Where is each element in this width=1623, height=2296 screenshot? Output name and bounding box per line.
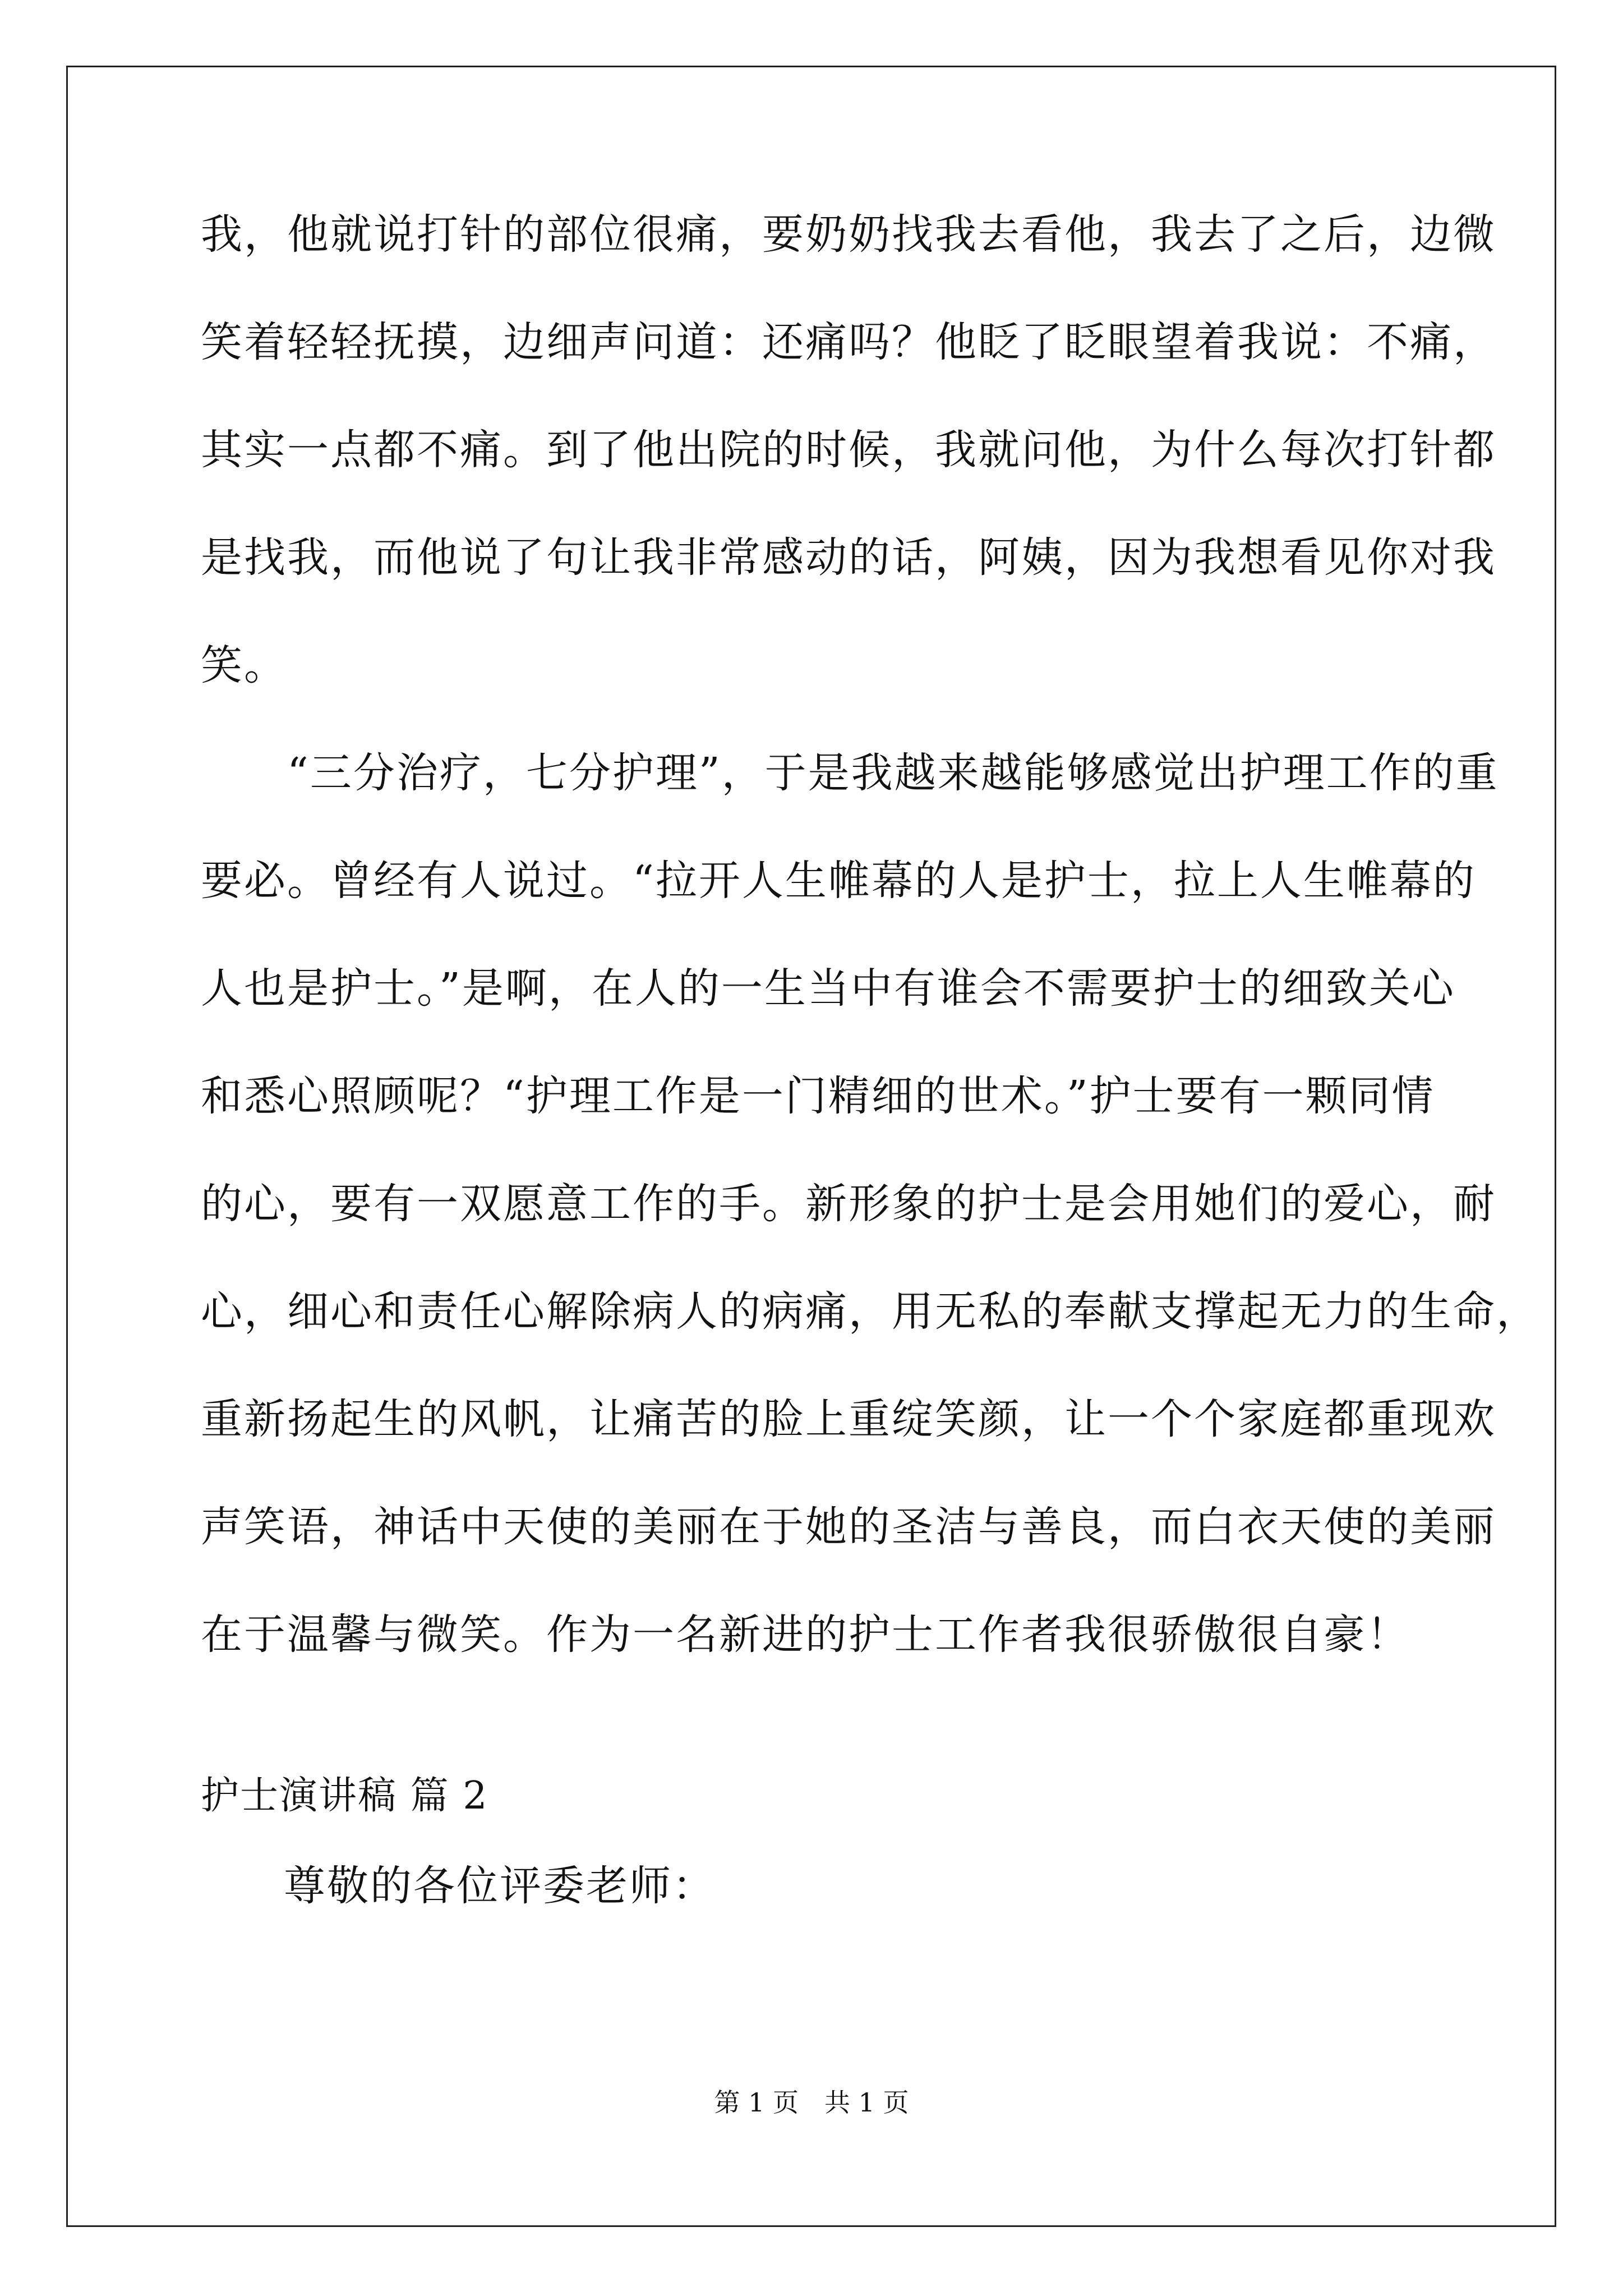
text-line-10: 的心，要有一双愿意工作的手。新形象的护士是会用她们的爱心，耐	[201, 1180, 1496, 1228]
text-line-14: 在于温馨与微笑。作为一名新进的护士工作者我很骄傲很自豪！	[201, 1611, 1410, 1659]
text-line-12: 重新扬起生的风帆，让痛苦的脸上重绽笑颜，让一个个家庭都重现欢	[201, 1395, 1496, 1443]
text-line-8: 人也是护士。”是啊，在人的一生当中有谁会不需要护士的细致关心	[201, 964, 1455, 1013]
section-heading: 护士演讲稿 篇 2	[201, 1774, 488, 1818]
text-line-1: 我，他就说打针的部位很痛，要奶奶找我去看他，我去了之后，边微	[201, 210, 1496, 259]
text-line-11: 心，细心和责任心解除病人的病痛，用无私的奉献支撑起无力的生命，	[201, 1287, 1539, 1336]
text-line-6: “三分治疗，七分护理”，于是我越来越能够感觉出护理工作的重	[201, 749, 1499, 797]
text-line-3: 其实一点都不痛。到了他出院的时候，我就问他，为什么每次打针都	[201, 426, 1496, 474]
salutation: 尊敬的各位评委老师：	[284, 1862, 716, 1910]
page-footer: 第 1 页 共 1 页	[714, 2087, 909, 2118]
text-line-2: 笑着轻轻抚摸，边细声问道：还痛吗？他眨了眨眼望着我说：不痛，	[201, 318, 1496, 366]
text-line-7: 要必。曾经有人说过。“拉开人生帷幕的人是护士，拉上人生帷幕的	[201, 857, 1476, 905]
text-line-4: 是找我，而他说了句让我非常感动的话，阿姨，因为我想看见你对我	[201, 533, 1496, 582]
text-line-9: 和悉心照顾呢？“护理工作是一门精细的世术。”护士要有一颗同情	[201, 1072, 1435, 1120]
text-line-5: 笑。	[201, 641, 287, 689]
text-line-13: 声笑语，神话中天使的美丽在于她的圣洁与善良，而白衣天使的美丽	[201, 1503, 1496, 1551]
section-gap	[201, 1715, 1468, 1769]
document-body	[201, 208, 1539, 1913]
